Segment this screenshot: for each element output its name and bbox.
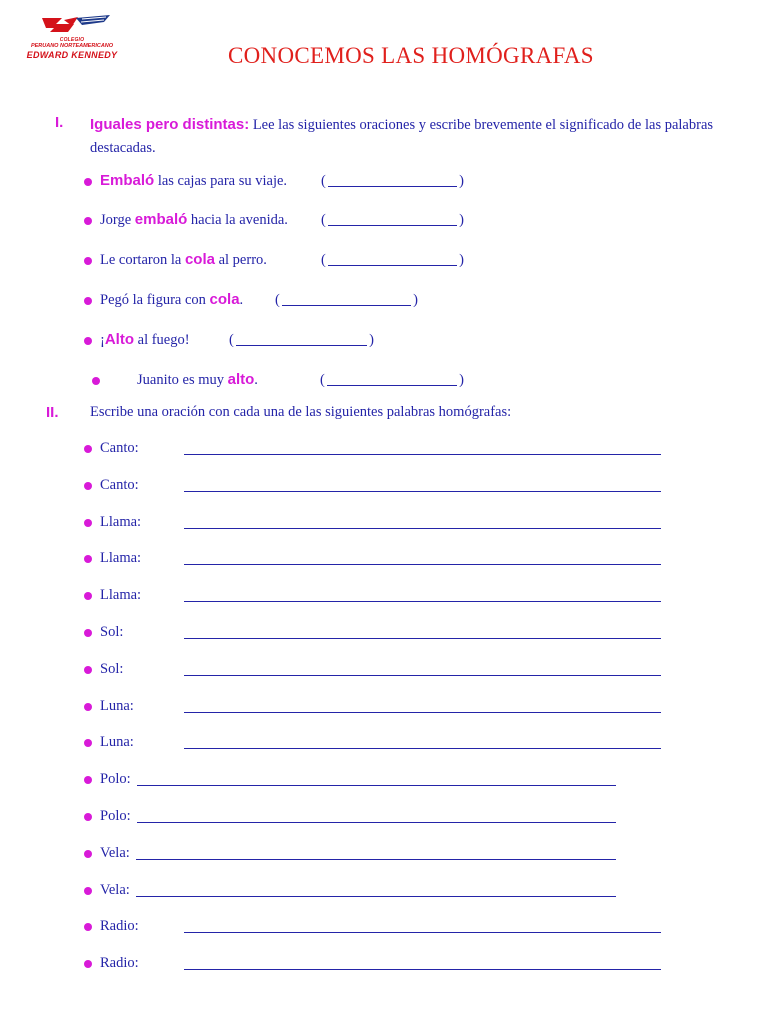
- homograph-word: Polo:: [100, 808, 131, 824]
- section-1-instruction: [90, 113, 730, 160]
- answer-line: [327, 385, 457, 386]
- sentence-before: ¡: [100, 332, 105, 348]
- sentence-answer-line[interactable]: [184, 932, 661, 933]
- open-paren: (: [275, 292, 280, 308]
- bullet-icon: [84, 445, 92, 453]
- logo-text-peruano: PERUANO NORTEAMERICANO: [30, 43, 114, 49]
- meaning-answer-field[interactable]: [321, 249, 464, 271]
- meaning-answer-field[interactable]: [320, 369, 464, 391]
- bullet-icon: [84, 178, 92, 186]
- homograph-item: [0, 584, 768, 606]
- bullet-icon: [92, 377, 100, 385]
- bullet-icon: [84, 960, 92, 968]
- logo-text-colegio: COLEGIO: [59, 37, 85, 43]
- sentence-before: Jorge: [100, 212, 135, 228]
- homograph-word: Luna:: [100, 698, 134, 714]
- homograph-word: Llama:: [100, 587, 142, 603]
- meaning-answer-field[interactable]: [229, 329, 374, 351]
- homograph-item: [0, 621, 768, 643]
- sentence-answer-line[interactable]: [184, 748, 661, 749]
- bullet-icon: [84, 629, 92, 637]
- homograph-word: Radio:: [100, 918, 139, 934]
- bullet-icon: [84, 482, 92, 490]
- sentence-answer-line[interactable]: [136, 896, 616, 897]
- section-2-instruction: Escribe una oración con cada una de las siguientes palabras homógrafas:: [90, 404, 512, 420]
- sentence-answer-line[interactable]: [184, 969, 661, 970]
- homograph-item: [0, 842, 768, 864]
- logo-text-name: EDWARD KENNEDY: [26, 50, 118, 60]
- highlighted-word: Alto: [104, 331, 135, 348]
- highlighted-word: embaló: [134, 211, 188, 228]
- homograph-item: [0, 731, 768, 753]
- highlighted-word: cola: [184, 251, 215, 268]
- bullet-icon: [84, 297, 92, 305]
- sentence-answer-line[interactable]: [137, 822, 616, 823]
- bullet-icon: [84, 887, 92, 895]
- section-1-instruction-text: Lee las siguientes oraciones y escribe brevemente el significado de las palabras destacadas.: [90, 117, 714, 156]
- homograph-word: Polo:: [100, 771, 131, 787]
- sentence-text: [100, 170, 287, 192]
- sentence-text: [100, 329, 190, 351]
- sentence-before: Juanito es muy: [137, 372, 228, 388]
- sentence-answer-line[interactable]: [184, 564, 661, 565]
- homograph-item: [0, 768, 768, 790]
- sentence-text: [100, 209, 288, 231]
- meaning-answer-field[interactable]: [275, 289, 418, 311]
- sentence-answer-line[interactable]: [184, 491, 661, 492]
- sentence-after: las cajas para su viaje.: [154, 173, 288, 189]
- open-paren: (: [321, 252, 326, 268]
- sentence-item: [0, 170, 768, 192]
- bullet-icon: [84, 923, 92, 931]
- sentence-item: [0, 369, 768, 391]
- sentence-after: hacia la avenida.: [187, 212, 288, 228]
- section-1-numeral: I.: [55, 114, 64, 131]
- close-paren: ): [459, 372, 464, 388]
- bullet-icon: [84, 666, 92, 674]
- answer-line: [328, 186, 457, 187]
- sentence-answer-line[interactable]: [184, 675, 661, 676]
- sentence-text: [100, 249, 267, 271]
- bullet-icon: [84, 739, 92, 747]
- open-paren: (: [321, 173, 326, 189]
- sentence-item: [0, 289, 768, 311]
- highlighted-word: Embaló: [100, 172, 155, 189]
- homograph-word: Sol:: [100, 624, 124, 640]
- bullet-icon: [84, 592, 92, 600]
- sentence-answer-line[interactable]: [184, 454, 661, 455]
- close-paren: ): [413, 292, 418, 308]
- sentence-after: al perro.: [214, 252, 267, 268]
- sentence-item: [0, 209, 768, 231]
- open-paren: (: [320, 372, 325, 388]
- answer-line: [328, 225, 457, 226]
- bullet-icon: [84, 217, 92, 225]
- sentence-after: .: [239, 292, 244, 308]
- sentence-text: [100, 289, 243, 311]
- close-paren: ): [369, 332, 374, 348]
- sentence-item: [0, 329, 768, 351]
- section-2-numeral: II.: [46, 404, 59, 421]
- sentence-after: .: [254, 372, 258, 388]
- homograph-item: [0, 805, 768, 827]
- answer-line: [282, 305, 411, 306]
- homograph-word: Llama:: [100, 514, 142, 530]
- homograph-word: Radio:: [100, 955, 139, 971]
- sentence-answer-line[interactable]: [184, 712, 661, 713]
- homograph-item: [0, 915, 768, 937]
- homograph-item: [0, 952, 768, 974]
- homograph-item: [0, 437, 768, 459]
- homograph-word: Sol:: [100, 661, 124, 677]
- sentence-item: [0, 249, 768, 271]
- homograph-item: [0, 511, 768, 533]
- bullet-icon: [84, 257, 92, 265]
- sentence-text: [137, 369, 258, 391]
- answer-line: [328, 265, 457, 266]
- meaning-answer-field[interactable]: [321, 170, 464, 192]
- homograph-word: Vela:: [100, 845, 130, 861]
- sentence-answer-line[interactable]: [184, 638, 661, 639]
- bullet-icon: [84, 850, 92, 858]
- close-paren: ): [459, 212, 464, 228]
- logo-emblem-icon: [24, 14, 120, 38]
- page-title: CONOCEMOS LAS HOMÓGRAFAS: [228, 43, 594, 68]
- homograph-word: Canto:: [100, 477, 139, 493]
- homograph-word: Llama:: [100, 550, 142, 566]
- homograph-item: [0, 695, 768, 717]
- bullet-icon: [84, 555, 92, 563]
- sentence-before: Pegó la figura con: [100, 292, 210, 308]
- sentence-answer-line[interactable]: [136, 859, 616, 860]
- answer-line: [236, 345, 367, 346]
- bullet-icon: [84, 776, 92, 784]
- sentence-before: Le cortaron la: [100, 252, 185, 268]
- homograph-word: Vela:: [100, 882, 130, 898]
- sentence-answer-line[interactable]: [184, 601, 661, 602]
- homograph-item: [0, 547, 768, 569]
- meaning-answer-field[interactable]: [321, 209, 464, 231]
- open-paren: (: [321, 212, 326, 228]
- close-paren: ): [459, 252, 464, 268]
- highlighted-word: cola: [209, 291, 240, 308]
- homograph-word: Luna:: [100, 734, 134, 750]
- homograph-word: Canto:: [100, 440, 139, 456]
- bullet-icon: [84, 337, 92, 345]
- bullet-icon: [84, 813, 92, 821]
- bullet-icon: [84, 703, 92, 711]
- homograph-item: [0, 658, 768, 680]
- sentence-answer-line[interactable]: [184, 528, 661, 529]
- open-paren: (: [229, 332, 234, 348]
- homograph-item: [0, 474, 768, 496]
- sentence-after: al fuego!: [134, 332, 190, 348]
- homograph-item: [0, 879, 768, 901]
- section-1-heading: Iguales pero distintas:: [90, 116, 250, 133]
- sentence-answer-line[interactable]: [137, 785, 616, 786]
- bullet-icon: [84, 519, 92, 527]
- highlighted-word: alto: [227, 371, 255, 388]
- close-paren: ): [459, 173, 464, 189]
- school-logo: [24, 14, 120, 64]
